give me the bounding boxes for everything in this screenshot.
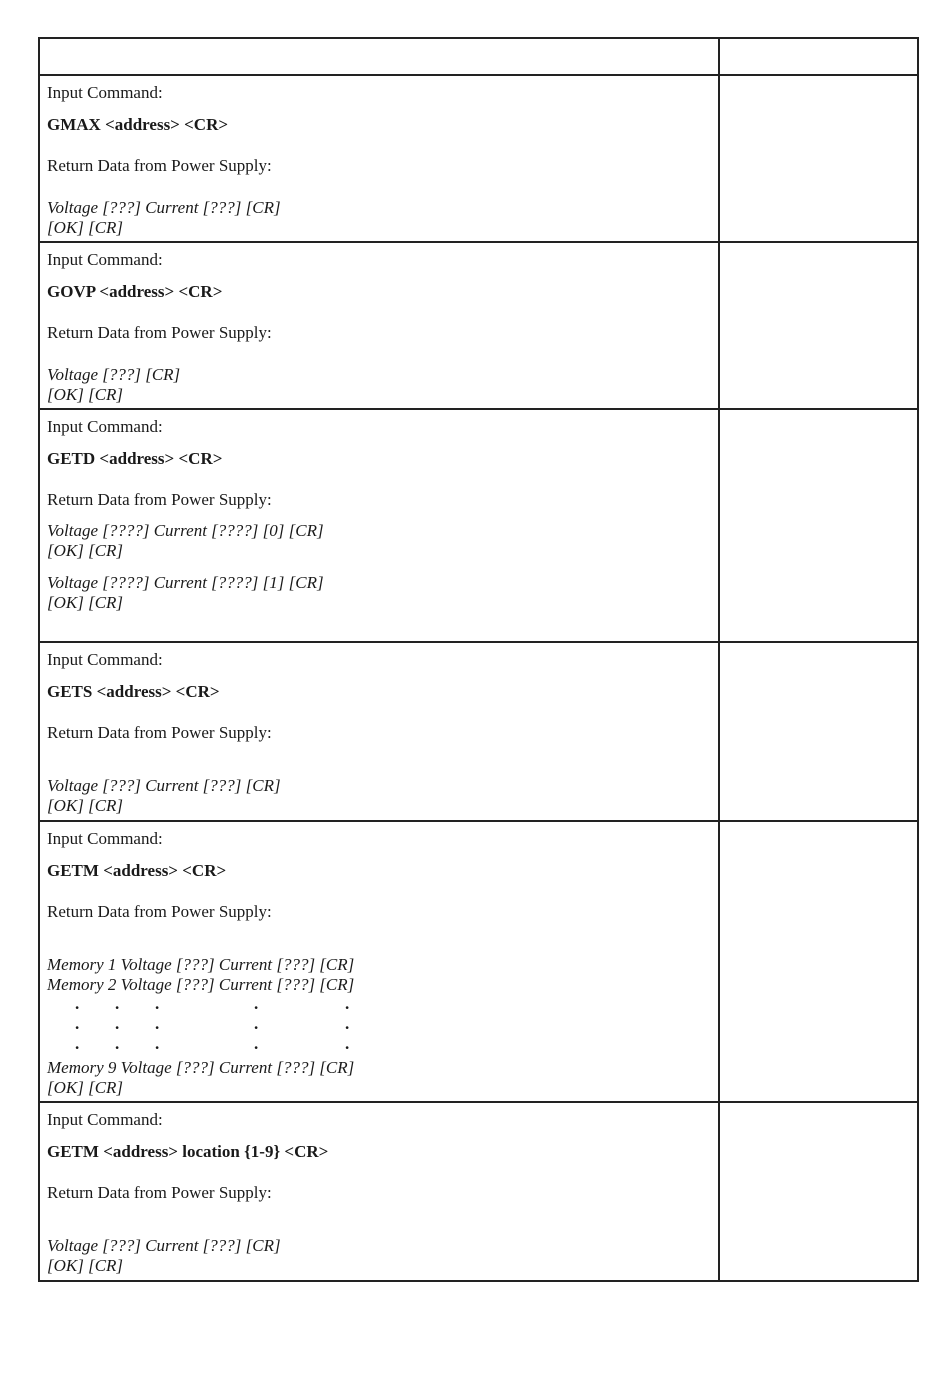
notes-cell <box>719 821 918 1102</box>
table-row <box>39 75 918 242</box>
return-line: Voltage [????] Current [????] [0] [CR] <box>47 521 324 540</box>
input-label: Input Command: <box>47 250 163 269</box>
notes-cell <box>719 1102 918 1281</box>
command-cell <box>39 642 719 821</box>
command-cell <box>39 242 719 409</box>
return-line: [OK] [CR] <box>47 1256 124 1275</box>
table-row <box>39 1102 918 1281</box>
input-label: Input Command: <box>47 417 163 436</box>
table-row <box>39 242 918 409</box>
return-line: [OK] [CR] <box>47 1078 124 1097</box>
return-line: Voltage [???] Current [???] [CR] <box>47 198 281 217</box>
notes-cell <box>719 642 918 821</box>
return-line: [OK] [CR] <box>47 541 124 560</box>
return-line: Memory 2 Voltage [???] Current [???] [CR] <box>47 975 355 994</box>
input-label: Input Command: <box>47 1110 163 1129</box>
command-text: GMAX <address> <CR> <box>47 115 229 134</box>
command-table <box>38 37 919 1282</box>
return-line: [OK] [CR] <box>47 593 124 612</box>
return-line: [OK] [CR] <box>47 218 124 237</box>
table-row <box>39 821 918 1102</box>
return-label: Return Data from Power Supply: <box>47 323 272 342</box>
input-label: Input Command: <box>47 829 163 848</box>
command-cell <box>39 1102 719 1281</box>
ellipsis-dots: . . . . . . . . . . . . . . . <box>75 994 350 1053</box>
table-row <box>39 409 918 642</box>
return-line: [OK] [CR] <box>47 385 124 404</box>
return-line: Voltage [???] [CR] <box>47 365 181 384</box>
return-label: Return Data from Power Supply: <box>47 723 272 742</box>
command-cell <box>39 821 719 1102</box>
return-line: Voltage [???] Current [???] [CR] <box>47 1236 281 1255</box>
command-text: GETS <address> <CR> <box>47 682 220 701</box>
command-text: GETD <address> <CR> <box>47 449 223 468</box>
input-label: Input Command: <box>47 650 163 669</box>
notes-cell <box>719 242 918 409</box>
return-line: Memory 9 Voltage [???] Current [???] [CR] <box>47 1058 355 1077</box>
command-cell <box>39 75 719 242</box>
command-text: GETM <address> <CR> <box>47 861 227 880</box>
input-label: Input Command: <box>47 83 163 102</box>
header-cell-right <box>719 38 918 75</box>
return-line: Voltage [????] Current [????] [1] [CR] <box>47 573 324 592</box>
command-cell <box>39 409 719 642</box>
table-row <box>39 642 918 821</box>
return-line: Voltage [???] Current [???] [CR] <box>47 776 281 795</box>
notes-cell <box>719 409 918 642</box>
table-header-row <box>39 38 918 75</box>
notes-cell <box>719 75 918 242</box>
return-line: Memory 1 Voltage [???] Current [???] [CR] <box>47 955 355 974</box>
return-line: [OK] [CR] <box>47 796 124 815</box>
return-label: Return Data from Power Supply: <box>47 156 272 175</box>
command-text: GETM <address> location {1-9} <CR> <box>47 1142 329 1161</box>
header-cell-left <box>39 38 719 75</box>
return-label: Return Data from Power Supply: <box>47 902 272 921</box>
command-text: GOVP <address> <CR> <box>47 282 223 301</box>
return-label: Return Data from Power Supply: <box>47 1183 272 1202</box>
return-label: Return Data from Power Supply: <box>47 490 272 509</box>
